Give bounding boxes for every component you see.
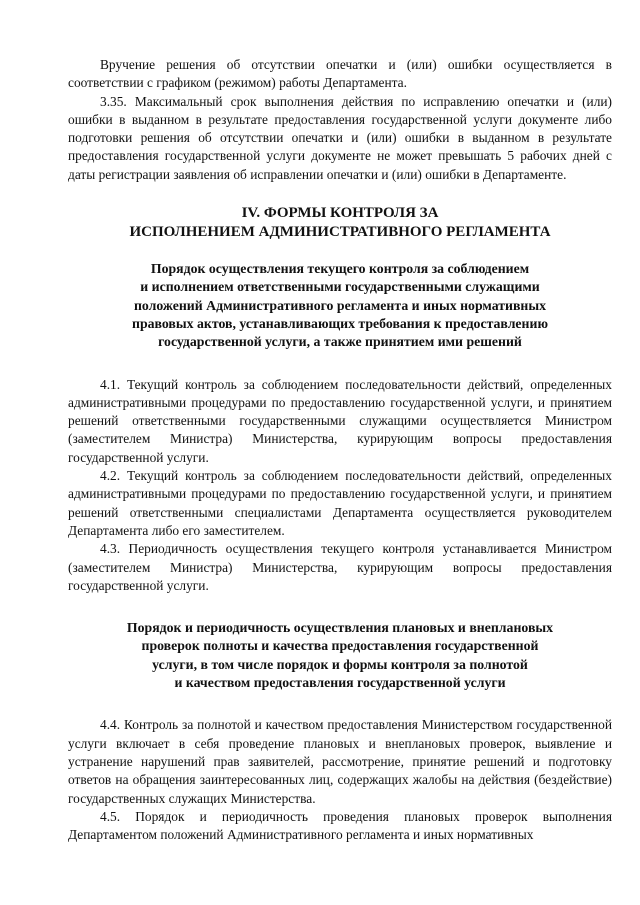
paragraph-4-5: 4.5. Порядок и периодичность проведения плановых проверок выполнения Департаментом положений Административного регламента и иных нормативных <box>68 808 612 843</box>
paragraph-4-3: 4.3. Периодичность осуществления текущего контроля устанавливается Министром (заместителем Министра) Министерства, курирующим вопросы предоставления государственной услуги. <box>68 541 612 593</box>
subheading-line: и качеством предоставления государственной услуги <box>174 675 506 691</box>
subheading-line: и исполнением ответственными государственными служащими <box>140 279 540 295</box>
subheading-inspections <box>68 619 612 692</box>
section-title-line-2: ИСПОЛНЕНИЕМ АДМИНИСТРАТИВНОГО РЕГЛАМЕНТА <box>129 224 551 241</box>
subheading-line: услуги, в том числе порядок и формы контроля за полнотой <box>152 656 528 672</box>
paragraph-3-35: 3.35. Максимальный срок выполнения действия по исправлению опечатки и (или) ошибки в выданном в результате предоставления государственной услуги документе либо подготовки решения об отсутствии опечатки и (или) ошибки в выданном в результате предоставления государственной услуги документе не может превышать 5 рабочих дней с даты регистрации заявления об исправлении опечатки и (или) ошибки в Департаменте. <box>68 93 612 182</box>
section-title <box>68 204 612 242</box>
paragraph-decision-delivery: Вручение решения об отсутствии опечатки и (или) ошибки осуществляется в соответствии с графиком (режимом) работы Департамента. <box>68 57 612 91</box>
subheading-line: положений Административного регламента и иных нормативных <box>133 297 547 313</box>
section-title-line-1: IV. ФОРМЫ КОНТРОЛЯ ЗА <box>241 205 439 222</box>
document-page <box>68 56 612 844</box>
subheading-line: правовых актов, устанавливающих требования к предоставлению <box>132 315 548 331</box>
subheading-current-control <box>68 260 612 351</box>
subheading-line: государственной услуги, а также принятием ими решений <box>158 334 522 350</box>
subheading-line: Порядок осуществления текущего контроля за соблюдением <box>150 261 530 277</box>
paragraph-4-2: 4.2. Текущий контроль за соблюдением последовательности действий, определенных административными процедурами по предоставлению государственной услуги, и принятием решений ответственными специалистами Департамента осуществляется руководителем Департамента либо его заместителем. <box>68 468 612 538</box>
paragraph-4-4: 4.4. Контроль за полнотой и качеством предоставления Министерством государственной услуги включает в себя проведение плановых и внеплановых проверок, выявление и устранение нарушений прав заявителей, рассмотрение, принятие решений и подготовку ответов на обращения заинтересованных лиц, содержащих жалобы на действия (бездействие) государственных служащих Министерства. <box>68 717 612 806</box>
subheading-line: проверок полноты и качества предоставления государственной <box>141 638 539 654</box>
subheading-line: Порядок и периодичность осуществления плановых и внеплановых <box>126 620 554 636</box>
paragraph-4-1: 4.1. Текущий контроль за соблюдением последовательности действий, определенных административными процедурами по предоставлению государственной услуги, и принятием решений ответственными государственными служащими осуществляется Министром (заместителем Министра) Министерства, курирующим вопросы предоставления государственной услуги. <box>68 376 612 465</box>
